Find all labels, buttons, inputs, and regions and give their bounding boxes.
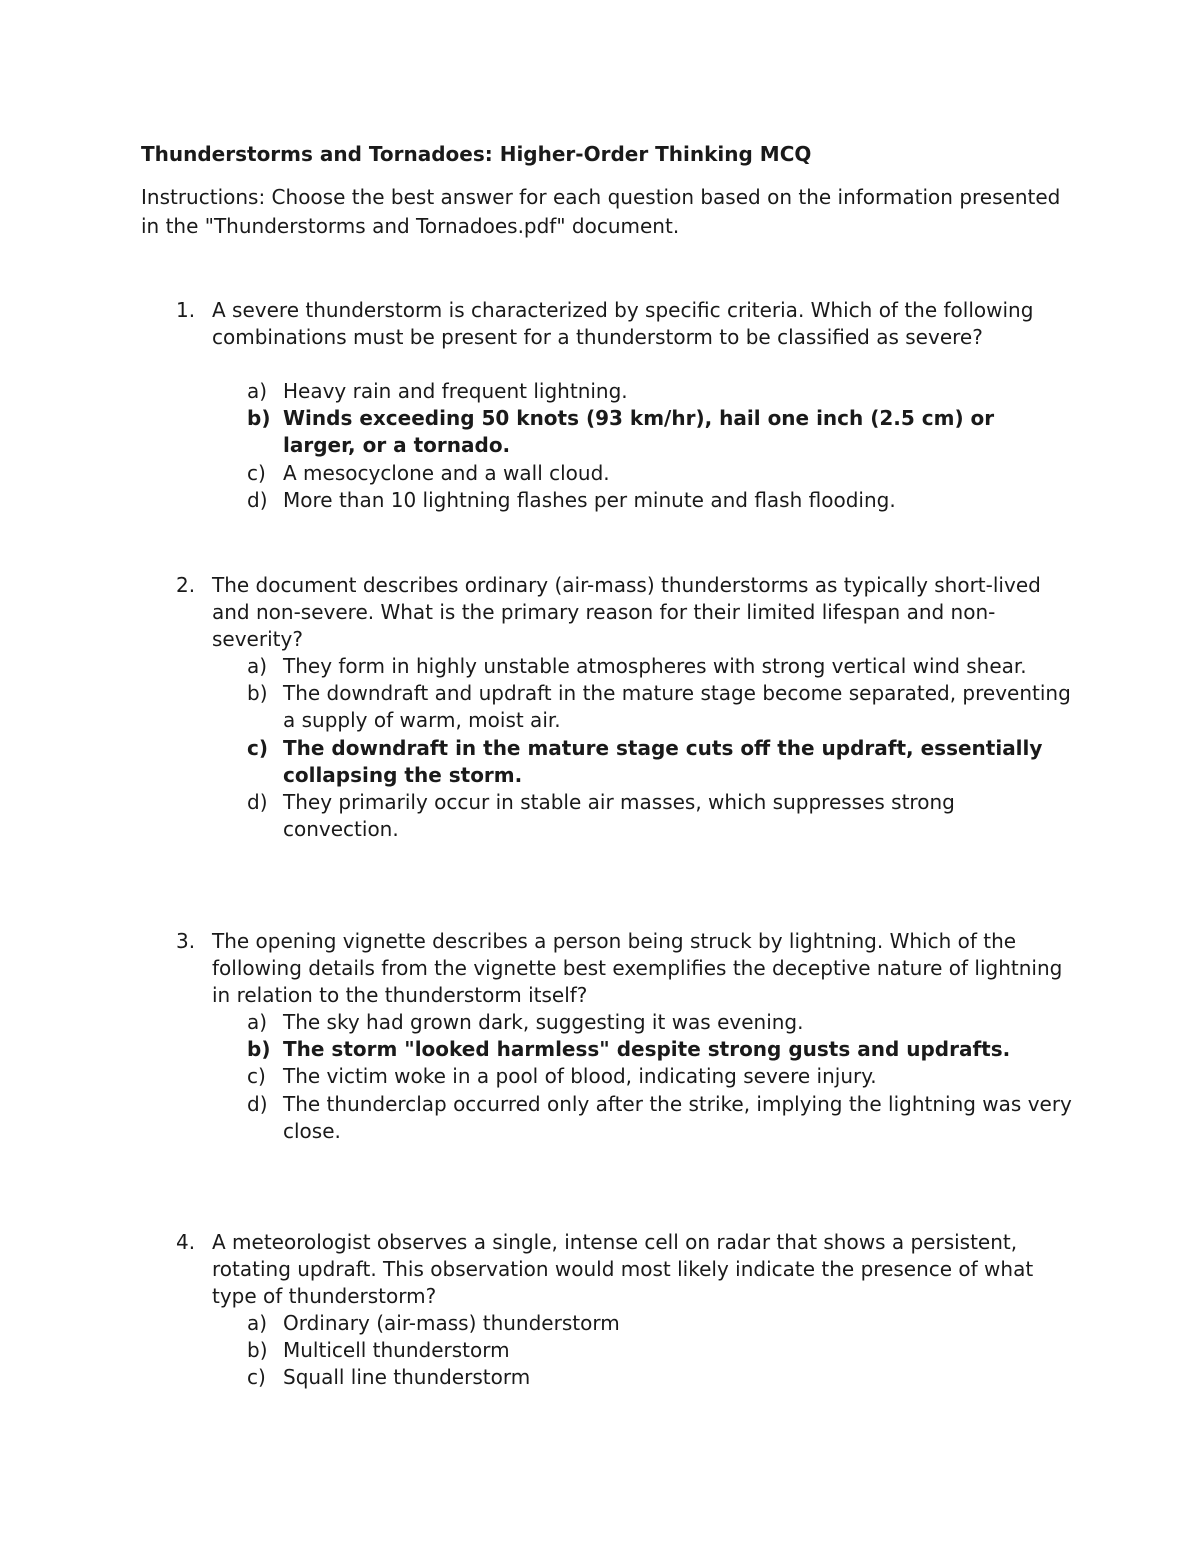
- option-letter: c): [247, 1064, 266, 1089]
- option-a: [0, 378, 1073, 405]
- option-c: [0, 460, 1073, 487]
- option-d: [0, 1091, 1073, 1145]
- option-text: More than 10 lightning flashes per minute and flash flooding.: [283, 487, 896, 512]
- question-text: The document describes ordinary (air-mass) thunderstorms as typically short-lived and non-severe. What is the primary reason for their limited lifespan and non-severity?: [212, 573, 1041, 652]
- option-text: Multicell thunderstorm: [283, 1338, 510, 1363]
- instructions-text: Instructions: Choose the best answer for each question based on the information presented in the "Thunderstorms and Tornadoes.pdf" document.: [141, 185, 1061, 238]
- option-letter: a): [247, 654, 268, 678]
- option-letter: d): [247, 1091, 268, 1116]
- option-letter: b): [247, 1338, 268, 1363]
- question-number: 3.: [176, 929, 196, 953]
- option-d: [0, 789, 1073, 843]
- option-text: Heavy rain and frequent lightning.: [283, 379, 628, 403]
- question-number: 4.: [176, 1230, 196, 1254]
- option-text: The sky had grown dark, suggesting it was evening.: [283, 1010, 804, 1034]
- option-text: Winds exceeding 50 knots (93 km/hr), hail one inch (2.5 cm) or larger, or a tornado.: [283, 406, 995, 458]
- option-letter: c): [247, 735, 268, 760]
- option-text: The downdraft and updraft in the mature stage become separated, preventing a supply of warm, moist air.: [283, 681, 1071, 733]
- option-b: [0, 1337, 1073, 1364]
- option-c: [0, 1364, 1073, 1391]
- option-letter: a): [247, 379, 268, 403]
- option-text: Ordinary (air-mass) thunderstorm: [283, 1311, 620, 1335]
- option-letter: a): [247, 1311, 268, 1335]
- option-letter: c): [247, 1365, 266, 1390]
- option-letter: d): [247, 487, 268, 512]
- option-text: The victim woke in a pool of blood, indicating severe injury.: [283, 1064, 877, 1089]
- option-b: [0, 680, 1073, 734]
- option-b: [0, 1036, 1073, 1063]
- question-text: A meteorologist observes a single, intense cell on radar that shows a persistent, rotating updraft. This observation would most likely indicate the presence of what type of thunderstorm?: [212, 1230, 1034, 1309]
- option-text: The storm "looked harmless" despite strong gusts and updrafts.: [283, 1037, 1011, 1062]
- option-text: The thunderclap occurred only after the strike, implying the lightning was very close.: [283, 1091, 1072, 1143]
- option-list: [0, 1310, 1200, 1392]
- option-text: The downdraft in the mature stage cuts off the updraft, essentially collapsing the storm.: [283, 735, 1043, 787]
- option-c: [0, 735, 1073, 789]
- option-letter: b): [247, 1037, 271, 1062]
- option-text: They primarily occur in stable air masses, which suppresses strong convection.: [283, 790, 955, 842]
- option-a: [0, 1310, 1073, 1337]
- option-list: [0, 1009, 1200, 1145]
- option-d: [0, 487, 1073, 514]
- option-a: [0, 653, 1073, 680]
- option-text: Squall line thunderstorm: [283, 1365, 531, 1390]
- option-a: [0, 1009, 1073, 1036]
- option-letter: b): [247, 681, 268, 706]
- option-letter: d): [247, 790, 268, 815]
- option-list: [0, 653, 1200, 843]
- option-letter: a): [247, 1010, 268, 1034]
- option-c: [0, 1063, 1073, 1090]
- question-number: 1.: [176, 298, 196, 322]
- option-text: They form in highly unstable atmospheres with strong vertical wind shear.: [283, 654, 1027, 678]
- option-letter: b): [247, 406, 271, 431]
- option-b: [0, 405, 1073, 459]
- option-letter: c): [247, 460, 266, 485]
- option-text: A mesocyclone and a wall cloud.: [283, 460, 610, 485]
- document-title: Thunderstorms and Tornadoes: Higher-Order Thinking MCQ: [141, 142, 812, 166]
- option-list: [0, 378, 1200, 514]
- question-text: A severe thunderstorm is characterized by specific criteria. Which of the following combinations must be present for a thunderstorm to be classified as severe?: [212, 298, 1034, 350]
- question-number: 2.: [176, 573, 196, 597]
- question-text: The opening vignette describes a person being struck by lightning. Which of the following details from the vignette best exemplifies the deceptive nature of lightning in relation to the thunderstorm itself?: [212, 929, 1063, 1008]
